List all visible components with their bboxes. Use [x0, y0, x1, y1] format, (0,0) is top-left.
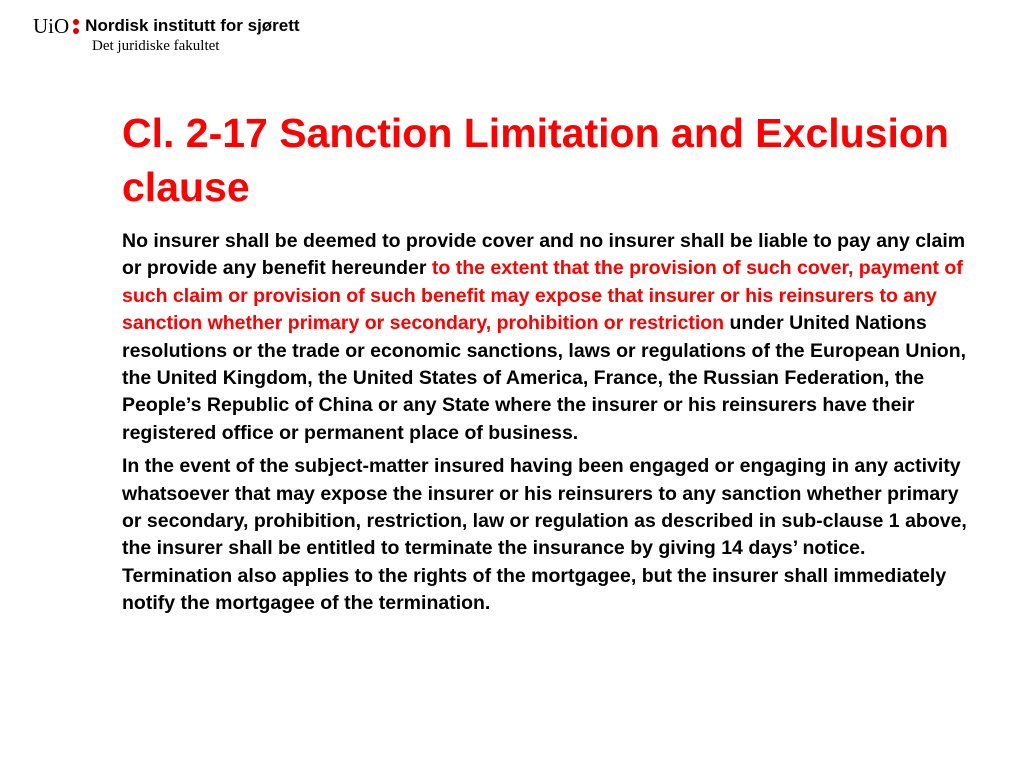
institution-header	[33, 13, 300, 55]
paragraph-1-tail: under United Nations resolutions or the trade or economic sanctions, laws or regulations of the European Union, the United Kingdom, the United States of America, France, the Russian Federation, the People’s Republic of China or any State where the insurer or his reinsurers have their registered office or permanent place of business.	[122, 312, 967, 444]
logo-dot-bottom	[73, 28, 79, 34]
paragraph-1-highlight: to the extent that the provision of such cover, payment of such claim or provision of such benefit may expose that insurer or his reinsurers to any sanction whether primary or secondary, prohibition or restriction	[122, 257, 963, 335]
header-top-row	[33, 13, 300, 39]
faculty-name: Det juridiske fakultet	[92, 38, 220, 54]
clause-paragraph-1	[122, 228, 972, 447]
clause-paragraph-2: In the event of the subject-matter insured having been engaged or engaging in any activity whatsoever that may expose the insurer or his reinsurers to any sanction whether primary or secondary, prohibition, restriction, law or regulation as described in sub-clause 1 above, the insurer shall be entitled to terminate the insurance by giving 14 days’ notice. Termination also applies to the rights of the mortgagee, but the insurer shall immediately notify the mortgagee of the termination.	[122, 455, 967, 615]
slide-title: Cl. 2-17 Sanction Limitation and Exclusion clause	[122, 110, 949, 210]
institute-name: Nordisk institutt for sjørett	[85, 16, 300, 35]
paragraph-1-lead: No insurer shall be deemed to provide cover and no insurer shall be liable to pay any claim or provide any benefit hereunder	[122, 230, 966, 280]
clause-body	[122, 228, 972, 624]
uio-logo-text: UiO	[33, 13, 70, 38]
uio-logo-dots-icon	[73, 19, 79, 34]
logo-dot-top	[73, 19, 79, 25]
